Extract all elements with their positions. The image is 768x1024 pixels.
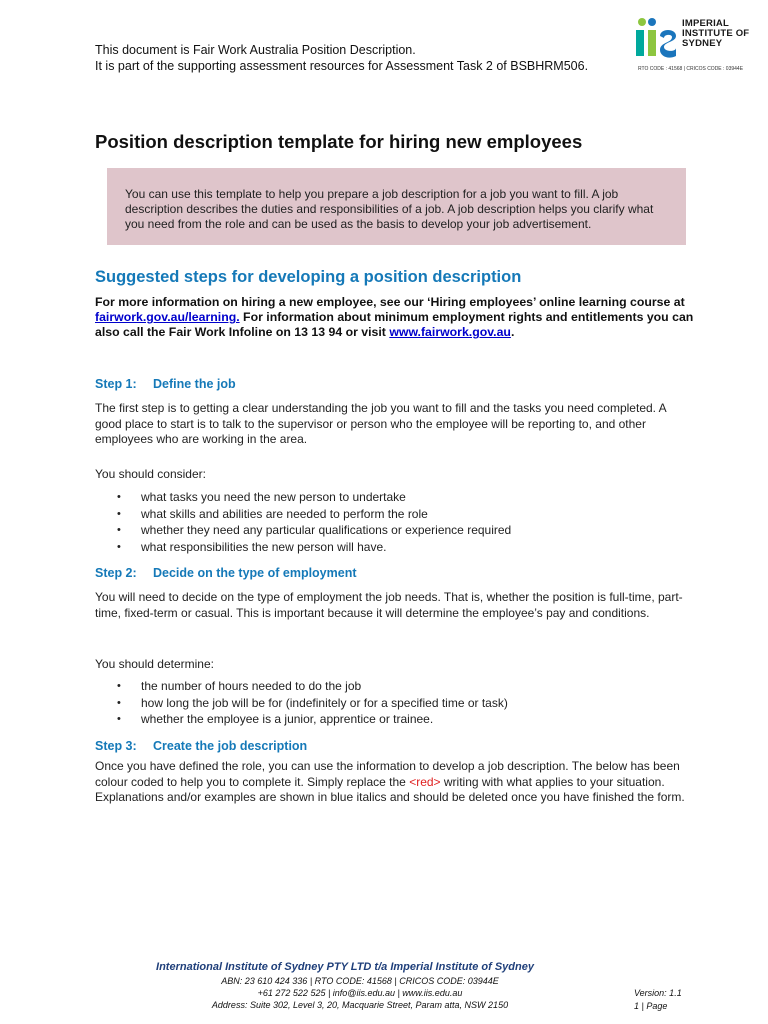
footer-registration: ABN: 23 610 424 336 | RTO CODE: 41568 | CRICOS CODE: 03944E <box>221 976 499 986</box>
step-2-heading: Step 2: Decide on the type of employment <box>95 566 357 580</box>
version-label: Version: 1.1 <box>634 988 682 998</box>
footer-address: Address: Suite 302, Level 3, 20, Macquarie Street, Param atta, NSW 2150 <box>211 1000 509 1010</box>
step-1-lead: You should consider: <box>95 467 206 481</box>
step-3-heading: Step 3: Create the job description <box>95 739 308 753</box>
step-2-list <box>95 678 695 728</box>
logo-wordmark: IMPERIAL INSTITUTE OF SYDNEY <box>682 18 750 49</box>
step-1-list <box>95 489 695 555</box>
logo-codes: RTO CODE : 41568 | CRICOS CODE : 03944E <box>638 66 744 72</box>
learning-link[interactable]: fairwork.gov.au/learning. <box>95 310 240 324</box>
red-placeholder-text: <red> <box>409 774 441 789</box>
list-item: • the number of hours needed to do the job <box>95 678 695 695</box>
document-header <box>95 42 588 74</box>
footer-contact: +61 272 522 525 | info@iis.edu.au | www.iis.edu.au <box>257 988 463 998</box>
step-2-paragraph: You will need to decide on the type of employment the job needs. That is, whether the position is full-time, part-time, fixed-term or casual. This is important because it will determine the employee’s pay and conditions. <box>95 590 683 620</box>
section-heading: Suggested steps for developing a position description <box>95 268 522 286</box>
intro-box <box>107 168 686 245</box>
step-1-heading: Step 1: Define the job <box>95 377 236 391</box>
list-item: • what skills and abilities are needed to perform the role <box>95 506 695 523</box>
list-item: • whether the employee is a junior, apprentice or trainee. <box>95 711 695 728</box>
info-paragraph: For more information on hiring a new employee, see our ‘Hiring employees’ online learning course at fairwork.gov.au/learning. For information about minimum employment rights and entitlements you can also call the Fair Work Infoline on 13 13 94 or visit www.fairwork.gov.au. <box>95 295 694 339</box>
list-item: • whether they need any particular qualifications or experience required <box>95 522 695 539</box>
footer-version <box>634 987 682 1013</box>
list-item: • what responsibilities the new person will have. <box>95 539 695 556</box>
list-item: • how long the job will be for (indefinitely or for a specified time or task) <box>95 695 695 712</box>
imperial-institute-logo <box>634 16 760 74</box>
step-3-paragraph: Once you have defined the role, you can use the information to develop a job description. The below has been colour coded to help you to complete it. Simply replace the <red> writing with what applies to your situation. Explanations and/or examples are shown in blue italics and should be deleted once you have finished the form. <box>95 759 685 804</box>
logo-mark-icon <box>634 16 680 62</box>
intro-text: You can use this template to help you prepare a job description for a job you want to fill. A job description describes the duties and responsibilities of a job. A job description helps you clarify what you need from the role and can be used as the basis to develop your job advertisement. <box>125 187 654 231</box>
step-1-paragraph: The first step is to getting a clear understanding the job you want to fill and the tasks you need completed. A good place to start is to talk to the supervisor or person who the employee will be reporting to, and other employees who are working in the area. <box>95 401 667 446</box>
header-line-2: It is part of the supporting assessment resources for Assessment Task 2 of BSBHRM506. <box>95 59 589 73</box>
fairwork-link[interactable]: www.fairwork.gov.au <box>389 325 511 339</box>
step-2-lead: You should determine: <box>95 657 214 671</box>
footer-company: International Institute of Sydney PTY LTD t/a Imperial Institute of Sydney <box>156 961 534 973</box>
header-line-1: This document is Fair Work Australia Position Description. <box>95 43 416 57</box>
list-item: • what tasks you need the new person to undertake <box>95 489 695 506</box>
page-title: Position description template for hiring new employees <box>95 131 583 152</box>
page-number: 1 | Page <box>634 1001 668 1011</box>
